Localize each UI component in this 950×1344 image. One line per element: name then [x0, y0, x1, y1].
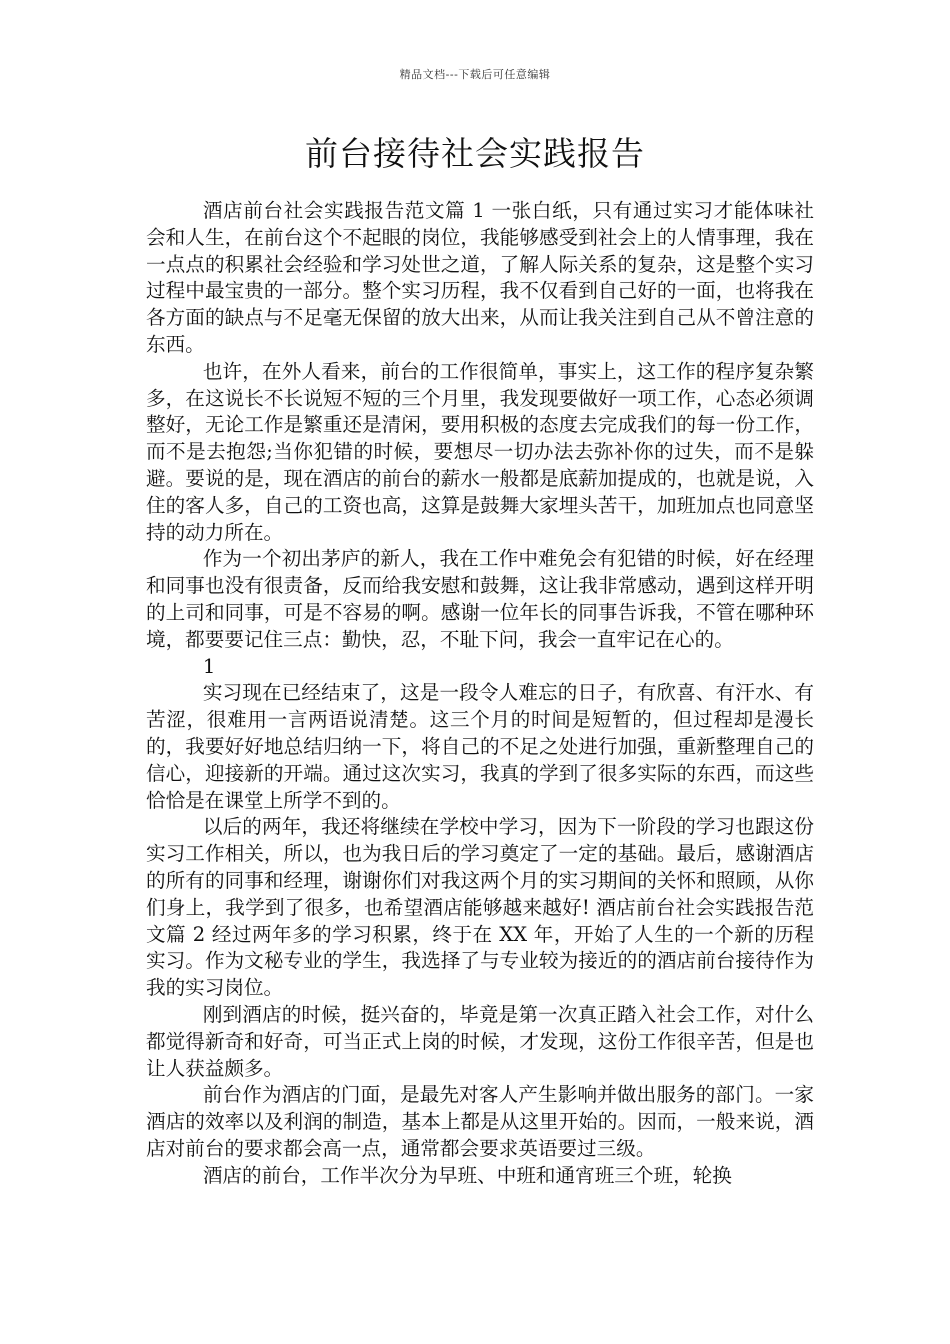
document-title: 前台接待社会实践报告	[305, 134, 645, 173]
paragraph: 实习现在已经结束了，这是一段令人难忘的日子，有欣喜、有汗水、有苦涩，很难用一言两语说清楚。这三个月的时间是短暂的，但过程却是漫长的，我要好好地总结归纳一下，将自己的不足之处进行加强，重新整理自己的信心，迎接新的开端。通过这次实习，我真的学到了很多实际的东西，而这些恰恰是在课堂上所学不到的。	[146, 681, 814, 812]
paragraph: 前台作为酒店的门面，是最先对客人产生影响并做出服务的部门。一家酒店的效率以及利润的制造，基本上都是从这里开始的。因而，一般来说，酒店对前台的要求都会高一点，通常都会要求英语要过三级。	[146, 1083, 814, 1160]
header-note: 精品文档---下载后可任意编辑	[399, 68, 551, 81]
paragraph: 酒店前台社会实践报告范文篇 1 一张白纸，只有通过实习才能体味社会和人生，在前台这个不起眼的岗位，我能够感受到社会上的人情事理，我在一点点的积累社会经验和学习处世之道，了解人际关系的复杂，这是整个实习过程中最宝贵的一部分。整个实习历程，我不仅看到自己好的一面，也将我在各方面的缺点与不足毫无保留的放大出来，从而让我关注到自己从不曾注意的东西。	[146, 199, 814, 356]
paragraph: 以后的两年，我还将继续在学校中学习，因为下一阶段的学习也跟这份实习工作相关，所以，也为我日后的学习奠定了一定的基础。最后，感谢酒店的所有的同事和经理，谢谢你们对我这两个月的实习期间的关怀和照顾，从你们身上，我学到了很多，也希望酒店能够越来越好! 酒店前台社会实践报告范文篇 2 经过两年多的学习积累，终于在 XX 年，开始了人生的一个新的历程 实习。作为文秘专业的学生，我选择了与专业较为接近的的酒店前台接待作为我的实习岗位。	[146, 815, 814, 1000]
page-number: 1	[202, 654, 216, 678]
paragraph: 作为一个初出茅庐的新人，我在工作中难免会有犯错的时候，好在经理和同事也没有很责备，反而给我安慰和鼓舞，这让我非常感动，遇到这样开明的上司和同事，可是不容易的啊。感谢一位年长的同事告诉我，不管在哪种环境，都要要记住三点：勤快，忍，不耻下问，我会一直牢记在心的。	[146, 547, 814, 651]
paragraph: 也许，在外人看来，前台的工作很简单，事实上，这工作的程序复杂繁多，在这说长不长说短不短的三个月里，我发现要做好一项工作，心态必须调整好，无论工作是繁重还是清闲，要用积极的态度去完成我们的每一份工作，而不是去抱怨;当你犯错的时候，要想尽一切办法去弥补你的过失，而不是躲避。要说的是，现在酒店的前台的薪水一般都是底薪加提成的，也就是说，入住的客人多，自己的工资也高，这算是鼓舞大家埋头苦干，加班加点也同意坚持的动力所在。	[146, 359, 814, 544]
document-body	[146, 198, 814, 1189]
paragraph: 酒店的前台，工作半次分为早班、中班和通宵班三个班，轮换	[202, 1163, 732, 1187]
paragraph: 刚到酒店的时候，挺兴奋的，毕竟是第一次真正踏入社会工作，对什么都觉得新奇和好奇，可当正式上岗的时候，才发现，这份工作很辛苦，但是也让人获益颇多。	[146, 1002, 814, 1080]
